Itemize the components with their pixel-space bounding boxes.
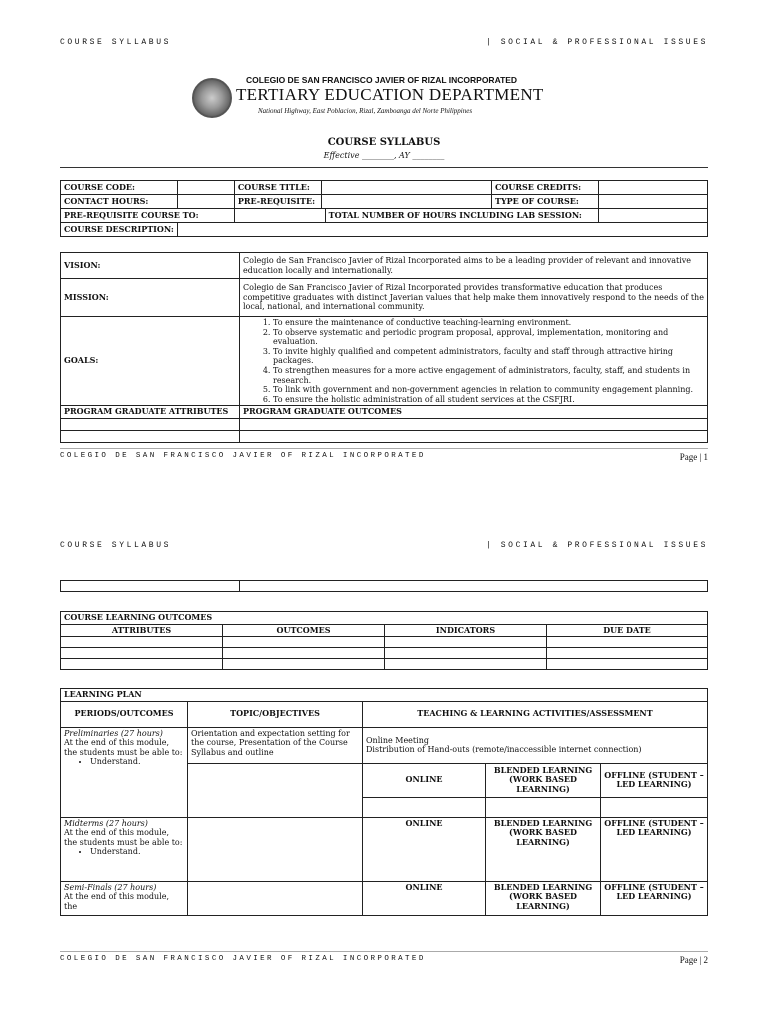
mode-offline: OFFLINE (STUDENT – LED LEARNING)	[601, 817, 708, 881]
mode-blended: BLENDED LEARNING (WORK BASED LEARNING)	[486, 763, 601, 797]
learning-plan-table	[60, 688, 708, 916]
clo-cell[interactable]	[547, 659, 708, 670]
clo-cell[interactable]	[547, 648, 708, 659]
prerequisite-value[interactable]	[321, 195, 491, 209]
mode-online: ONLINE	[363, 817, 486, 881]
semifinal-period-label: Semi-Finals (27 hours)	[64, 882, 157, 892]
clo-col-due-date: DUE DATE	[547, 624, 708, 637]
vision-text: Colegio de San Francisco Javier of Rizal Incorporated aims to be a leading provider of relevant and innovative education locally and internationally.	[240, 253, 708, 279]
clo-cell[interactable]	[223, 648, 385, 659]
mode-online: ONLINE	[363, 881, 486, 915]
prelim-period-label: Preliminaries (27 hours)	[64, 728, 163, 738]
goal-item: 3. To invite highly qualified and competent administrators, faculty and staff through attractive hiring packages.	[273, 347, 704, 366]
program-graduate-outcomes-header: PROGRAM GRADUATE OUTCOMES	[240, 406, 708, 419]
vision-label: VISION:	[61, 253, 240, 279]
course-learning-outcomes-table	[60, 611, 708, 670]
institution-address: National Highway, East Poblacion, Rizal, Zamboanga del Norte Philippines	[258, 107, 473, 115]
footer-institution: COLEGIO DE SAN FRANCISCO JAVIER OF RIZAL INCORPORATED	[60, 452, 426, 460]
clo-cell[interactable]	[223, 659, 385, 670]
clo-cell[interactable]	[61, 659, 223, 670]
midterm-period-label: Midterms (27 hours)	[64, 818, 148, 828]
activity-cell[interactable]	[601, 797, 708, 817]
prelim-topic-extra[interactable]	[188, 763, 363, 817]
goal-item: 2. To observe systematic and periodic program proposal, approval, implementation, monitoring and evaluation.	[273, 328, 704, 347]
title-divider	[60, 167, 708, 168]
page-number: Page | 1	[679, 452, 708, 462]
prelim-activity-online-meeting: Online Meeting	[366, 735, 429, 745]
clo-cell[interactable]	[61, 648, 223, 659]
clo-col-indicators: INDICATORS	[385, 624, 547, 637]
contact-hours-label: CONTACT HOURS:	[61, 195, 178, 209]
clo-col-attributes: ATTRIBUTES	[61, 624, 223, 637]
course-code-label: COURSE CODE:	[61, 181, 178, 195]
goal-item: 4. To strengthen measures for a more active engagement of administrators, faculty, staff, and students in research.	[273, 366, 704, 385]
semifinal-topic[interactable]	[188, 881, 363, 915]
course-description-label: COURSE DESCRIPTION:	[61, 223, 178, 237]
header-course-name: | SOCIAL & PROFESSIONAL ISSUES	[485, 38, 708, 47]
goals-label: GOALS:	[61, 317, 240, 406]
mission-text: Colegio de San Francisco Javier of Rizal Incorporated provides transformative education that produces competitive graduates with distinct Javerian values that help make them innovatively respond to the needs of the local, national, and international community.	[240, 279, 708, 317]
pga-cell[interactable]	[61, 418, 240, 430]
page1-header	[60, 38, 708, 47]
footer-institution: COLEGIO DE SAN FRANCISCO JAVIER OF RIZAL INCORPORATED	[60, 955, 426, 963]
activity-cell[interactable]	[363, 797, 486, 817]
page-number: Page | 2	[679, 955, 708, 965]
mode-blended: BLENDED LEARNING (WORK BASED LEARNING)	[486, 817, 601, 881]
mission-label: MISSION:	[61, 279, 240, 317]
midterm-topic[interactable]	[188, 817, 363, 881]
header-course-syllabus: COURSE SYLLABUS	[60, 541, 172, 550]
department-name: TERTIARY EDUCATION DEPARTMENT	[236, 85, 544, 104]
document-title: COURSE SYLLABUS	[327, 137, 441, 148]
school-seal-logo	[192, 78, 232, 118]
course-credits-label: COURSE CREDITS:	[492, 181, 599, 195]
prelim-bullet: • Understand.	[90, 757, 184, 767]
goal-item: 6. To ensure the holistic administration of all student services at the CSFJRI.	[273, 395, 704, 405]
mode-blended: BLENDED LEARNING (WORK BASED LEARNING)	[486, 881, 601, 915]
semifinal-intro: At the end of this module, the	[64, 892, 169, 911]
col-teaching-activities: TEACHING & LEARNING ACTIVITIES/ASSESSMENT	[363, 701, 708, 727]
goal-item: 1. To ensure the maintenance of conductive teaching-learning environment.	[273, 318, 704, 328]
vision-mission-goals-table	[60, 252, 708, 443]
prerequisite-label: PRE-REQUISITE:	[234, 195, 321, 209]
prelim-activities-cell	[363, 727, 708, 763]
semifinal-period-cell	[61, 881, 188, 915]
prelim-topic: Orientation and expectation setting for the course, Presentation of the Course Syllabus and outline	[188, 727, 363, 763]
contact-hours-value[interactable]	[177, 195, 234, 209]
pgo-cell[interactable]	[240, 581, 708, 592]
total-hours-label: TOTAL NUMBER OF HOURS INCLUDING LAB SESSION:	[325, 209, 598, 223]
course-info-table	[60, 180, 708, 237]
clo-cell[interactable]	[61, 637, 223, 648]
pgo-cell[interactable]	[240, 418, 708, 430]
goal-item: 5. To link with government and non-government agencies in relation to community engagement planning.	[273, 385, 704, 395]
course-title-value[interactable]	[321, 181, 491, 195]
type-of-course-label: TYPE OF COURSE:	[492, 195, 599, 209]
page2-footer	[60, 951, 708, 965]
header-course-name: | SOCIAL & PROFESSIONAL ISSUES	[485, 541, 708, 550]
mode-offline: OFFLINE (STUDENT – LED LEARNING)	[601, 763, 708, 797]
midterm-bullet: • Understand.	[90, 847, 184, 857]
clo-cell[interactable]	[385, 659, 547, 670]
course-code-value[interactable]	[177, 181, 234, 195]
course-description-value[interactable]	[177, 223, 707, 237]
header-course-syllabus: COURSE SYLLABUS	[60, 38, 172, 47]
mode-offline: OFFLINE (STUDENT – LED LEARNING)	[601, 881, 708, 915]
total-hours-value[interactable]	[599, 209, 708, 223]
prereq-course-to-value[interactable]	[234, 209, 325, 223]
pga-cell[interactable]	[61, 581, 240, 592]
clo-cell[interactable]	[547, 637, 708, 648]
clo-cell[interactable]	[223, 637, 385, 648]
institution-name: COLEGIO DE SAN FRANCISCO JAVIER OF RIZAL INCORPORATED	[246, 75, 518, 85]
prelim-period-cell	[61, 727, 188, 817]
pga-cell[interactable]	[61, 430, 240, 442]
effective-line: Effective ________, AY ________	[323, 151, 445, 160]
prelim-intro: At the end of this module, the students must be able to:	[64, 738, 183, 757]
col-periods-outcomes: PERIODS/OUTCOMES	[61, 701, 188, 727]
program-graduate-attributes-header: PROGRAM GRADUATE ATTRIBUTES	[61, 406, 240, 419]
mode-online: ONLINE	[363, 763, 486, 797]
course-title-label: COURSE TITLE:	[234, 181, 321, 195]
goals-cell	[240, 317, 708, 406]
learning-plan-title: LEARNING PLAN	[61, 689, 708, 702]
prereq-course-to-label: PRE-REQUISITE COURSE TO:	[61, 209, 235, 223]
pgo-cell[interactable]	[240, 430, 708, 442]
midterm-period-cell	[61, 817, 188, 881]
activity-cell[interactable]	[486, 797, 601, 817]
continuation-table	[60, 580, 708, 592]
page2-header	[60, 541, 708, 550]
type-of-course-value[interactable]	[599, 195, 708, 209]
clo-title: COURSE LEARNING OUTCOMES	[61, 612, 708, 625]
prelim-activity-handouts: Distribution of Hand-outs (remote/inaccessible internet connection)	[366, 745, 642, 755]
clo-col-outcomes: OUTCOMES	[223, 624, 385, 637]
goals-list	[243, 318, 704, 404]
course-credits-value[interactable]	[599, 181, 708, 195]
clo-cell[interactable]	[385, 648, 547, 659]
col-topic-objectives: TOPIC/OBJECTIVES	[188, 701, 363, 727]
page1-footer	[60, 448, 708, 462]
clo-cell[interactable]	[385, 637, 547, 648]
midterm-intro: At the end of this module, the students must be able to:	[64, 828, 183, 847]
